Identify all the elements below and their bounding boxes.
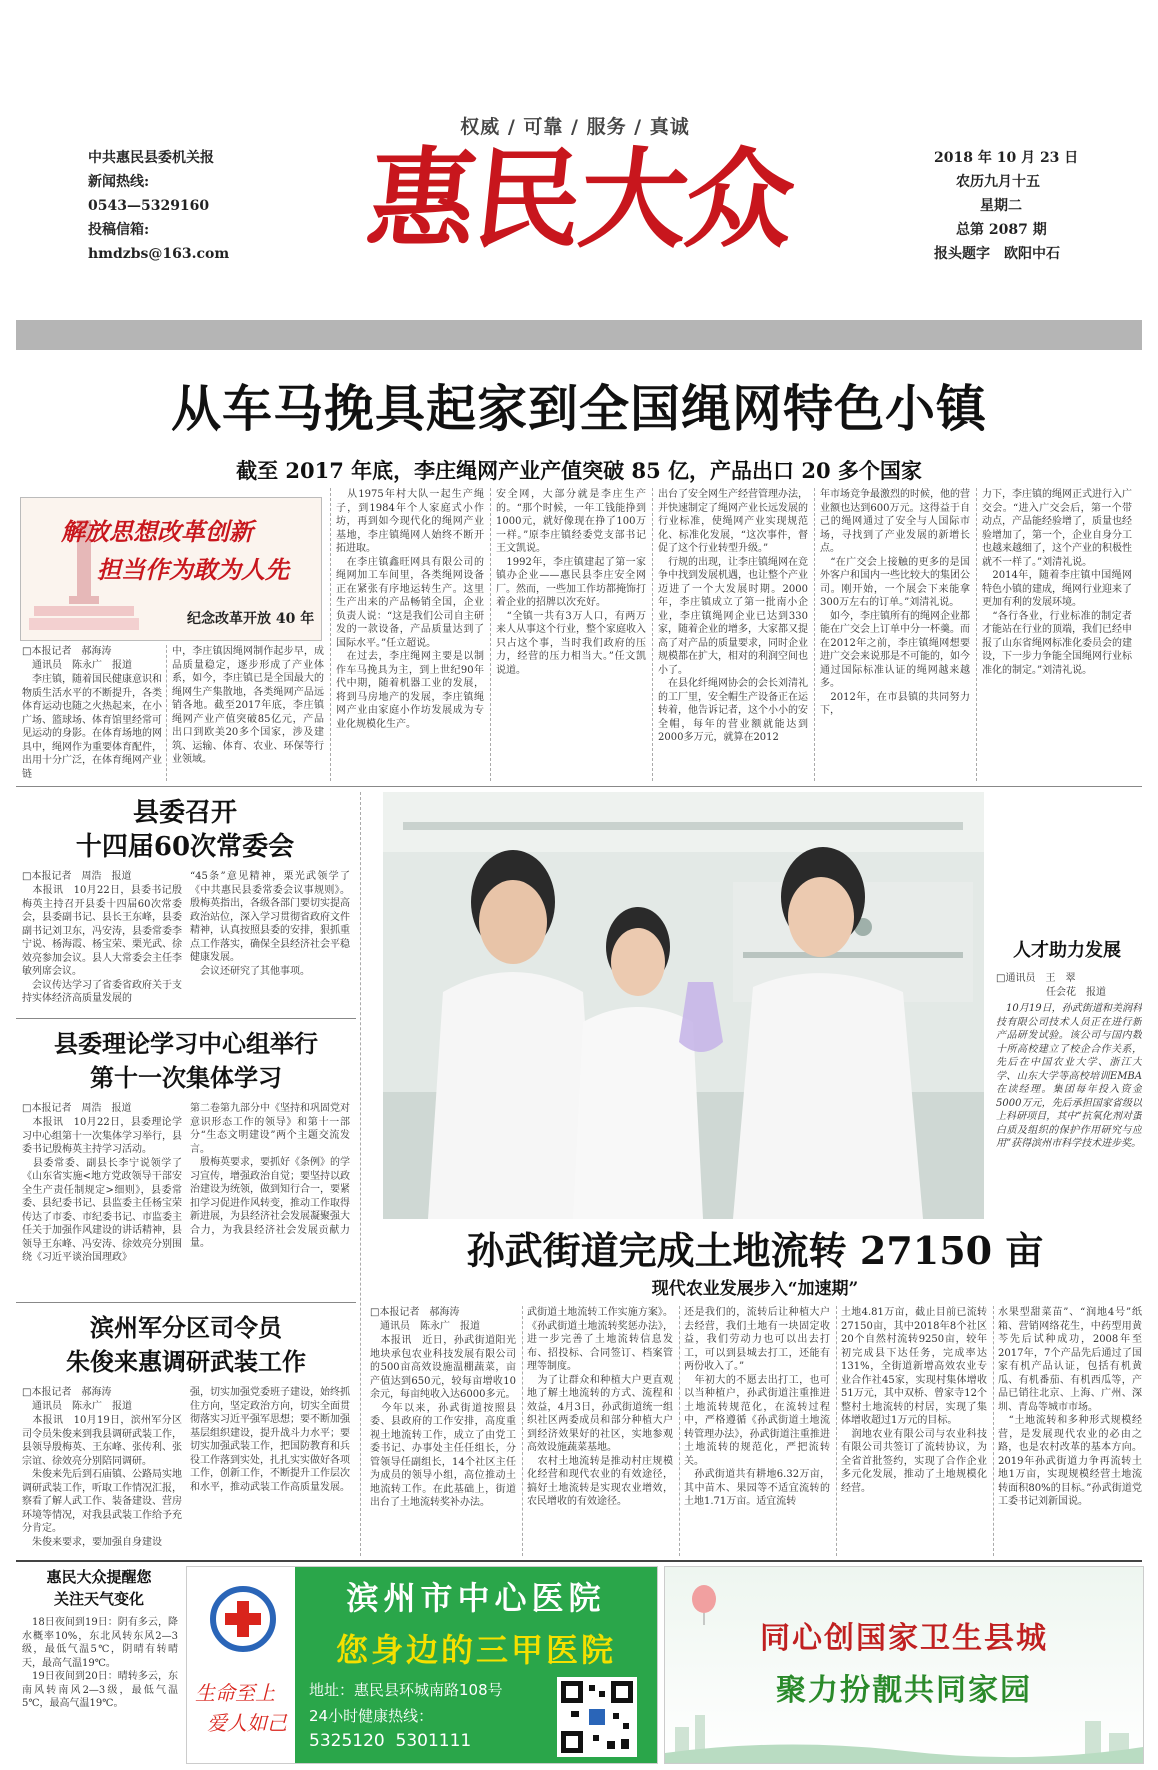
hospital-phone-numbers: 5325120 5301111 <box>309 1731 472 1751</box>
committee-title-1: 县委召开 <box>132 798 237 828</box>
divider <box>166 645 167 781</box>
weekday: 星期二 <box>980 198 1022 214</box>
land-col-5: 水果型甜菜苗”、“润地4号”纸箱、营销网络花生，中药型用黄芩先后试种成功，2008年至2017年，7个产品先后通过了国家有机产品认证，包括有机黄瓜、有机番茄、有机西瓜等，产品已销往北京、上海、广州、深圳、青岛等城市市场。 “土地流转和多种形式规模经营，是发展现代农业的必由之路，也是农村改革的基本方向。2019年孙武街道力争再流转土地1万亩，实现规模经营土地流转面积80%的目标。”孙武街道党工委书记刘新国说。 <box>998 1307 1142 1507</box>
email-label: 投稿信箱: <box>88 222 150 238</box>
lead-col-2: 中，李庄镇因绳网制作起步早，成品质量稳定，逐步形成了产业体系，如今，李庄镇已是全国最大的绳网生产集散地，各类绳网产品远销各地。截至2017年底，李庄镇绳网产业产值突破85亿元，产品出口到欧美20多个国家，涉及建筑、运输、体育、农业、环保等行业领域。 <box>172 646 324 765</box>
theory-title-2: 第十一次集体学习 <box>90 1063 282 1092</box>
land-col-2: 武街道土地流转工作实施方案》。《孙武街道土地流转奖惩办法》，进一步完善了土地流转信息发布、招投标、合同签订、档案管理等制度。 为了让群众和种植大户更直观地了解土地流转的方式、流程和效益，4月3日，孙武街道统一组织社区两委成员和部分种植大户到经济效果好的社区，实地参观高效设施蔬菜基地。 农村土地流转是推动村庄规模化经营和现代农业的有效途径，搞好土地流转是实现农业增效，农民增收的有效途径。 <box>527 1307 673 1507</box>
lead-headline: 从车马挽具起家到全国绳网特色小镇 <box>171 380 987 438</box>
calligraphy-credit: 报头题字 欧阳中石 <box>934 246 1060 262</box>
photo-story-byline: □通讯员 王 翠 任会花 报道 <box>996 973 1106 998</box>
divider <box>16 1560 1142 1562</box>
banner-caption: 纪念改革开放 40 年 <box>187 611 315 627</box>
banner-line-1: 解放思想改革创新 <box>61 518 253 546</box>
masthead-slogan: 权威 / 可靠 / 服务 / 真诚 <box>460 116 690 138</box>
hospital-name: 滨州市中心医院 <box>346 1579 606 1617</box>
land-subheadline: 现代农业发展步入“加速期” <box>651 1279 859 1299</box>
lab-scene-illustration <box>383 792 984 1219</box>
lead-col-5: 出台了安全网生产经营管理办法，并快速制定了绳网产业长远发展的行业标准，使绳网产业实现规范化、标准化发展，“这次事件，督促了这个行业转型升级。” 行规的出现，让李庄镇绳网在竞争中找到发展机遇，也让整个产业迈进了一个大发展时期。2000年，李庄镇成立了第一批南小企业，李庄镇绳网企业已达到330家，随着企业的增多，大家都又提高了对产品的质量要求，同时企业规模都在扩大，相对的利润空间也小了。 在县化纤绳网协会的会长刘清礼的工厂里，安全帽生产设备正在运转着，他告诉记者，这个小小的安全帽，每年的营业额就能达到2000多万元，就算在2012 <box>658 489 808 743</box>
lead-col-4: 安全网，大部分就是李庄生产的。“那个时候，一年工钱能挣到1000元，就好像现在挣了100万一样。”原李庄镇经委党支部书记王文凯说。 1992年，李庄镇建起了第一家镇办企业——惠民县李庄安全网厂。然而，一些加工作坊都掩饰打着企业的招牌以次充好。 “全镇一共有3万人口，有两万来人从事这个行业，整个家庭收入只占这个事，当时我们政府的压力，经营的压力相当大。”任文凯说道。 <box>496 489 646 676</box>
divider <box>652 488 653 781</box>
masthead-gray-bar <box>16 320 1142 350</box>
military-col-2: 强，切实加强党委班子建设，始终抓住方向，坚定政治方向，切实全面贯彻落实习近平强军思想；要不断加强基层组织建设，提升战斗力水平；要切实加强武装工作，把国防教育和兵役工作落到实处，扎扎实实做好各项工作，创新工作，不断提升工作层次和水平，推动武装工作高质量发展。 <box>190 1387 350 1493</box>
divider <box>16 1018 356 1019</box>
land-col-4: 土地4.81万亩，截止目前已流转27150亩，其中2018年8个社区20个自然村流转9250亩，较年初完成县下达任务，完成率达131%，全街道新增高效农业专业合作社45家，实现村集体增收51万元，其中双桥、曾家寺12个整村土地流转的村居，实现了集体增收超过1万元的目标。 润地农业有限公司与农业科技有限公司共签订了流转协议，为全省首批签约，实现了合作企业多元化发展，推动了土地规模化经营。 <box>841 1307 987 1494</box>
theory-title-1: 县委理论学习中心组举行 <box>54 1029 318 1058</box>
lead-byline: □本报记者 郝海涛 通讯员 陈永广 报道 <box>22 646 132 671</box>
committee-byline: □本报记者 周浩 报道 <box>22 871 132 882</box>
hospital-hotline-label: 24小时健康热线： <box>309 1707 434 1725</box>
weather-title-1: 惠民大众提醒您 <box>46 1568 152 1586</box>
lunar-date: 农历九月十五 <box>956 174 1040 190</box>
committee-title-2: 十四届60次常委会 <box>75 832 295 862</box>
paper-name-logo: 惠民大众 <box>361 137 799 263</box>
photo-story-text: 10月19日，孙武街道和美润科技有限公司技术人员正在进行新产品研发试验。该公司与国内数十所高校建立了校企合作关系，先后在中国农业大学、浙江大学、山东大学等高校培训EMBA在读经理。集团每年投入资金5000万元，先后承担国家省级以上科研项目，其中“抗氧化剂对蛋白质及组织的保护作用研究与应用”获得滨州市科学技术进步奖。 <box>996 1003 1142 1149</box>
hospital-ad <box>186 1566 658 1764</box>
committee-col-2: “45条”意见精神，栗光武领学了《中共惠民县委常委会议事规则》。殷梅英指出，各级各部门要切实提高政治站位，深入学习贯彻省政府文件精神，认真按照县委的安排，狠抓重点工作落实，确保全县经济社会平稳健康发展。 会议还研究了其他事项。 <box>190 871 350 977</box>
divider <box>330 488 331 781</box>
hospital-slogan: 您身边的三甲医院 <box>335 1631 616 1669</box>
photo-story-title: 人才助力发展 <box>1013 940 1121 961</box>
theory-col-2: 第二卷第九部分中《坚持和巩固党对意识形态工作的领导》和第十一部分“生态文明建设”两个主题交流发言。 殷梅英要求，要抓好《条例》的学习宣传，增强政治自觉；要坚持以政治建设为统领，做到知行合一，要紧扣学习促进作风转变，推动工作取得新进展，为县经济社会发展凝聚强大合力，为我县经济社会发展贡献力量。 <box>190 1103 350 1249</box>
hospital-calligraphy-1: 生命至上 <box>195 1681 275 1705</box>
banner-line-2: 担当作为敢为人先 <box>97 556 289 584</box>
divider <box>360 792 361 1556</box>
weather-text: 18日夜间到19日：阴有多云，降水概率10%，东北风转东风2—3级，最低气温5℃，阴晴有转晴天，最高气温19℃。 19日夜间到20日：晴转多云，东南风转南风2—3级，最低气温5℃，最高气温19℃。 <box>22 1617 178 1709</box>
divider <box>993 1306 994 1556</box>
masthead-right-info <box>934 146 1134 266</box>
land-byline: □本报记者 郝海涛 通讯员 陈永广 报道 <box>370 1307 480 1332</box>
hospital-name-band <box>295 1567 657 1619</box>
land-headline: 孙武街道完成土地流转 27150 亩 <box>466 1228 1044 1273</box>
weather-title-2: 关注天气变化 <box>53 1590 144 1608</box>
divider <box>490 488 491 781</box>
lead-col-1: 李庄镇，随着国民健康意识和物质生活水平的不断提升，各类体育运动也随之火热起来，在小广场、篮球场、体育馆里经常可见运动的身影。在体育场地的网具中，绳网作为重要体育配件，出用十分广泛，在体育绳网产业链 <box>22 674 162 780</box>
masthead <box>0 0 1158 325</box>
hospital-calligraphy-2: 爱人如己 <box>207 1711 287 1735</box>
divider <box>814 488 815 781</box>
theory-col-1: 本报讯 10月22日，县委理论学习中心组第十一次集体学习举行，县委书记殷梅英主持学习活动。 县委常委、副县长李宁说领学了《山东省实施<地方党政领导干部安全生产责任制规定>细则》，县委常委、县纪委书记、县监委主任杨宝荣传达了市委、市纪委书记、市监委主任关于加强作风建设的讲话精神，县领导王东峰、冯安涛、徐效亮分别围绕《习近平谈治国理政》 <box>22 1117 182 1263</box>
military-byline: □本报记者 郝海涛 通讯员 陈永广 报道 <box>22 1387 132 1412</box>
military-title-2: 朱俊来惠调研武装工作 <box>66 1347 306 1376</box>
masthead-left-info <box>88 146 288 266</box>
health-ad-line-1: 同心创国家卫生县城 <box>760 1621 1048 1656</box>
military-title-1: 滨州军分区司令员 <box>90 1313 282 1342</box>
lead-subheadline: 截至 2017 年底，李庄绳网产业产值突破 85 亿，产品出口 20 多个国家 <box>236 458 922 483</box>
lead-col-3: 从1975年村大队一起生产绳子，到1984年个人家庭式小作坊，再到如今现代化的绳网产业基地，李庄镇绳网人始终不断开拓进取。 在李庄镇鑫旺网具有限公司的绳网加工车间里，各类绳网设备正在紧张有序地运转生产。这里生产出来的产品畅销全国，企业负责人说：“这是我们公司自主研发的一款设备，产品质量达到了国际水平。”任立超说。 在过去，李庄绳网主要是以制作车马挽具为主，到上世纪90年代中期，随着机器工业的发展，将到马房地产的发展，李庄镇绳网产业由家庭小作坊发展成为专业化规模化生产。 <box>336 489 484 730</box>
hotline-number: 0543—5329160 <box>88 198 210 214</box>
hospital-address: 地址：惠民县环城南路108号 <box>309 1681 503 1699</box>
land-col-1: 本报讯 近日，孙武街道阳光地块承包农业科技发展有限公司的500亩高效设施温棚蔬菜，亩产值达到650元，较每亩增收10余元，每亩纯收入达6000多元。 今年以来，孙武街道按照县委、县政府的工作安排，高度重视土地流转工作，成立了由党工委书记、办事处主任任组长，分管领导任副组长，14个社区主任为成员的领导小组，高位推动土地流转工作。在此基础上，街道出台了土地流转奖补办法。 <box>370 1335 516 1508</box>
health-city-ad <box>664 1566 1144 1764</box>
divider <box>16 1302 356 1303</box>
hospital-slogan-band <box>295 1619 657 1671</box>
divider <box>16 786 1142 787</box>
lead-col-7: 力下，李庄镇的绳网正式进行入广交会。“进入广交会后，第一个带动点，产品能经验增了，质量也经验增加了，第一个，企业自身分工也越来越细了，这个产业的积极性就不一样了。”刘清礼说。 2014年，随着李庄镇中国绳网特色小镇的建成，绳网行业迎来了更加有利的发展环境。 “各行各业，行业标准的制定者才能站在行业的顶端，我们已经申报了山东省绳网标准化委员会的建设，下一步力争能全国绳网行业标准化的制定。”刘清礼说。 <box>982 489 1132 676</box>
issue-number: 总第 2087 期 <box>956 222 1047 238</box>
skyline-illustration <box>665 1707 1143 1763</box>
lead-col-6: 年市场竞争最激烈的时候，他的营业额也达到600万元。这得益于自己的绳网通过了安全与人国际市场，寻找到了产业发展的新增长点。 “在广交会上接触的更多的是国外客户和国内一些比较大的集团公司。刚开始，一个展会下来能拿300万左右的订单。”刘清礼说。 如今，李庄镇所有的绳网企业都能在广交会上订单中分一杯羹。而在2012年之前，李庄镇绳网想要进广交会来说那是不可能的，如今通过国际标准认证的绳网越来越多。 2012年，在市县镇的共同努力下， <box>820 489 970 716</box>
lab-photo <box>383 792 984 1219</box>
issue-date: 2018 年 10 月 23 日 <box>934 150 1079 166</box>
hotline-label: 新闻热线: <box>88 174 150 190</box>
hospital-info-band <box>295 1671 657 1763</box>
reform-banner <box>20 497 322 641</box>
military-col-1: 本报讯 10月19日，滨州军分区司令员朱俊来到我县调研武装工作，县领导殷梅英、王东峰、张传利、张宗谊、徐效亮分别陪同调研。 朱俊来先后到石庙镇、公路局实地调研武装工作，听取工作情况汇报，察看了解人武工作、装备建设、营房环境等情况，对我县武装工作给予充分肯定。 朱俊来要求，要加强自身建设 <box>22 1415 182 1548</box>
theory-byline: □本报记者 周浩 报道 <box>22 1103 132 1114</box>
divider <box>976 488 977 781</box>
land-col-3: 还是我们的，流转后让种植大户去经营，我们土地有一块固定收益，我们劳动力也可以出去打工，可以到县城去打工，还能有两份收入了。” 年初大的不愿去出打工，也可以当种植户，孙武街道注重推进土地流转规范化，在流转过程中，严格遵循《孙武街道土地流转管理办法》，孙武街道注重推进土地流转的规范化，严把流转关。 孙武街道共有耕地6.32万亩，其中苗木、果园等不适宜流转的土地1.71万亩。适宜流转 <box>684 1307 830 1507</box>
org-name: 中共惠民县委机关报 <box>88 150 214 166</box>
qr-code-icon <box>557 1677 637 1757</box>
email-address: hmdzbs@163.com <box>88 246 230 262</box>
divider <box>836 1306 837 1556</box>
divider <box>679 1306 680 1556</box>
health-ad-line-2: 聚力扮靓共同家园 <box>776 1673 1032 1708</box>
hospital-logo-icon <box>209 1585 277 1653</box>
divider <box>522 1306 523 1556</box>
committee-col-1: 本报讯 10月22日，县委书记殷梅英主持召开县委十四届60次常委会，县委副书记、县长王东峰，县委副书记刘卫东，冯安涛，县委常委李宁说、杨海霞、杨宝荣、栗光武、徐效亮参加会议。县人大常委会主任李敏列席会议。 会议传达学习了省委省政府关于支持实体经济高质量发展的 <box>22 885 182 1004</box>
